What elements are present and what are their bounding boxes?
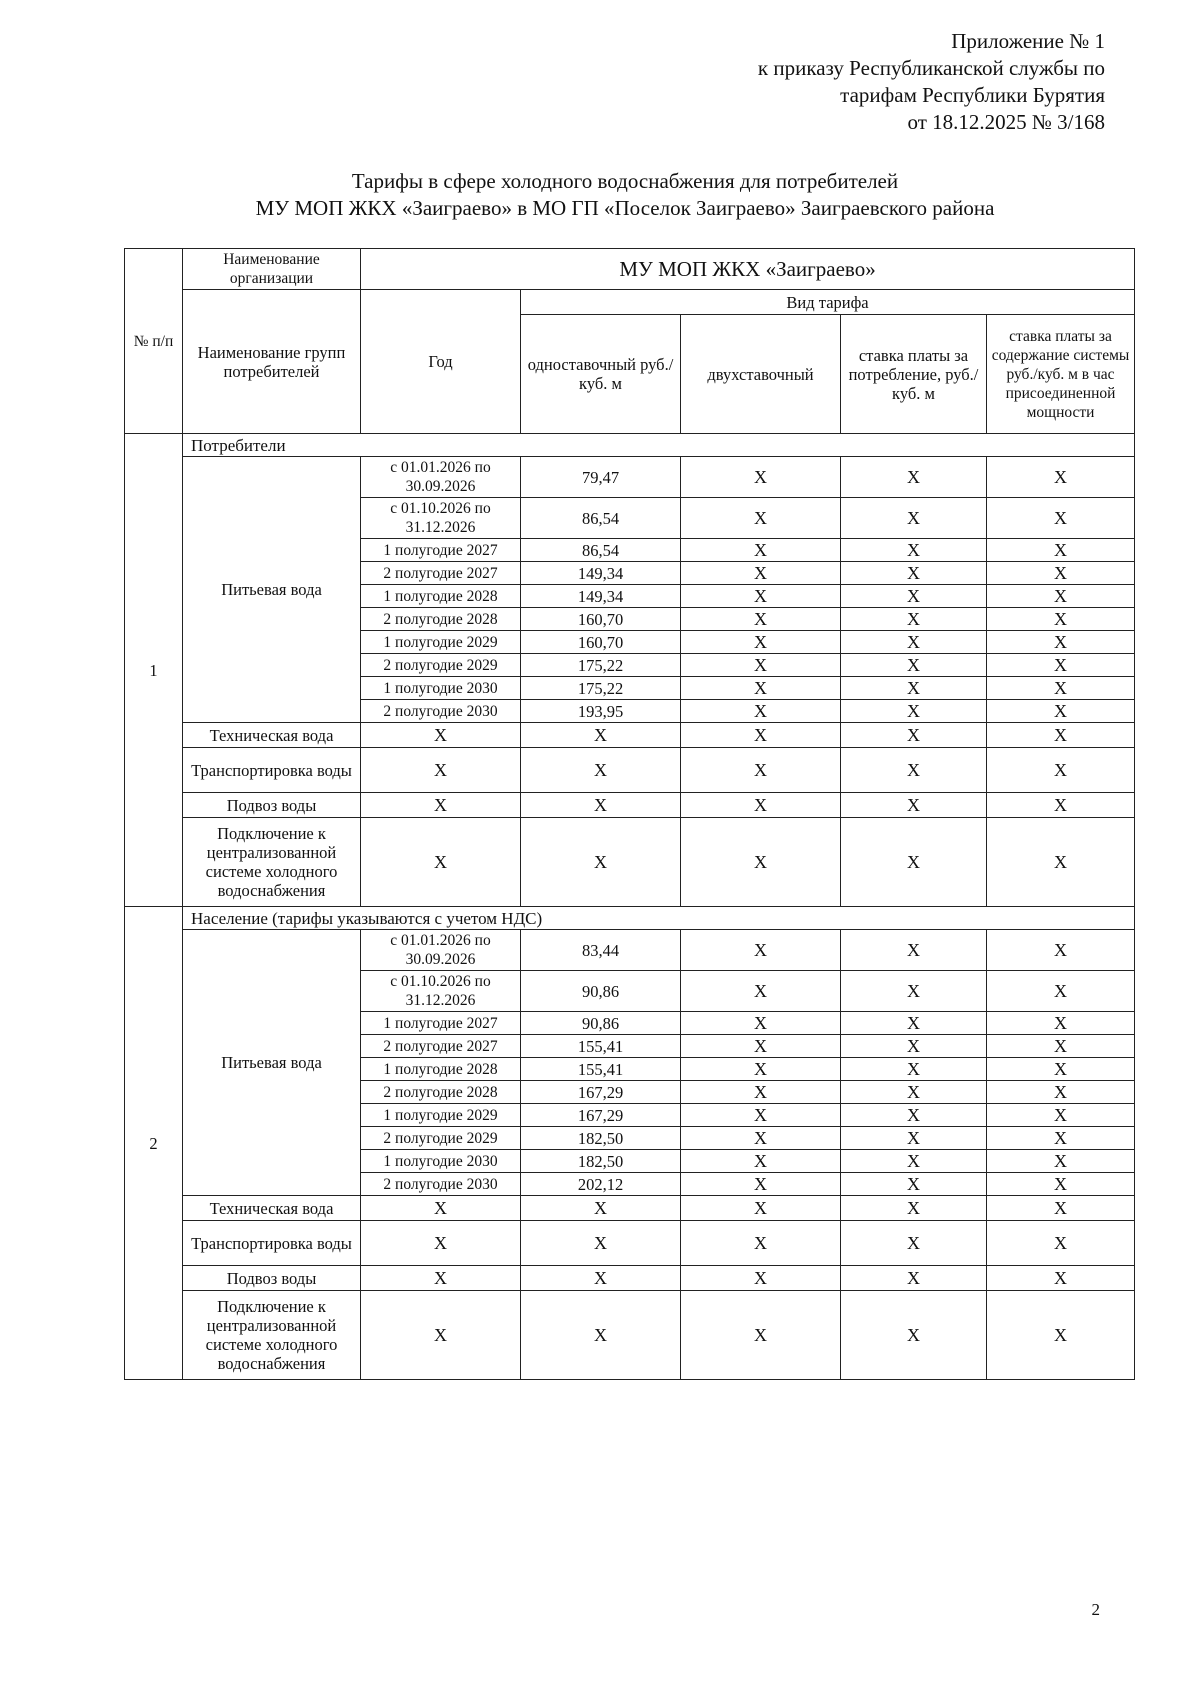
double-rate-cell: X	[681, 971, 841, 1012]
double-rate-cell: X	[681, 1196, 841, 1221]
double-rate-cell: X	[681, 818, 841, 907]
group-drinking-water: Питьевая вода	[183, 930, 361, 1196]
single-rate-cell: X	[521, 818, 681, 907]
double-rate-cell: X	[681, 1081, 841, 1104]
consumption-rate-cell: X	[841, 930, 987, 971]
consumption-rate-cell: X	[841, 723, 987, 748]
capacity-rate-cell: X	[987, 1012, 1135, 1035]
consumption-rate-cell: X	[841, 562, 987, 585]
single-rate-cell: 202,12	[521, 1173, 681, 1196]
capacity-rate-cell: X	[987, 723, 1135, 748]
single-rate-cell: 90,86	[521, 971, 681, 1012]
single-rate-cell: 155,41	[521, 1035, 681, 1058]
title-line-2: МУ МОП ЖКХ «Заиграево» в МО ГП «Поселок Заиграево» Заиграевского района	[255, 196, 995, 220]
capacity-rate-cell: X	[987, 1173, 1135, 1196]
single-rate-cell: X	[521, 748, 681, 793]
section-header-row	[125, 434, 1135, 457]
consumption-rate-cell: X	[841, 1081, 987, 1104]
period-cell: с 01.10.2026 по 31.12.2026	[361, 498, 521, 539]
single-rate-cell: 160,70	[521, 608, 681, 631]
table-row	[125, 1266, 1135, 1291]
capacity-rate-cell: X	[987, 1081, 1135, 1104]
title-line-1: Тарифы в сфере холодного водоснабжения для потребителей	[351, 169, 899, 193]
table-row	[125, 748, 1135, 793]
single-rate-cell: 149,34	[521, 562, 681, 585]
double-rate-cell: X	[681, 1291, 841, 1380]
header-org-label: Наименование организации	[183, 249, 361, 290]
capacity-rate-cell: X	[987, 1266, 1135, 1291]
double-rate-cell: X	[681, 723, 841, 748]
single-rate-cell: 175,22	[521, 677, 681, 700]
double-rate-cell: X	[681, 457, 841, 498]
consumption-rate-cell: X	[841, 1173, 987, 1196]
single-rate-cell: X	[521, 1266, 681, 1291]
period-cell: X	[361, 1196, 521, 1221]
group-water-transport: Транспортировка воды	[183, 1221, 361, 1266]
capacity-rate-cell: X	[987, 1035, 1135, 1058]
single-rate-cell: 193,95	[521, 700, 681, 723]
double-rate-cell: X	[681, 1221, 841, 1266]
group-technical-water: Техническая вода	[183, 723, 361, 748]
capacity-rate-cell: X	[987, 1127, 1135, 1150]
table-row	[125, 1196, 1135, 1221]
capacity-rate-cell: X	[987, 748, 1135, 793]
period-cell: 1 полугодие 2030	[361, 677, 521, 700]
section-number: 1	[125, 434, 183, 907]
appendix-line-4: от 18.12.2025 № 3/168	[907, 110, 1105, 134]
double-rate-cell: X	[681, 1266, 841, 1291]
single-rate-cell: 160,70	[521, 631, 681, 654]
period-cell: 2 полугодие 2030	[361, 700, 521, 723]
appendix-line-3: тарифам Республики Бурятия	[840, 83, 1105, 107]
double-rate-cell: X	[681, 748, 841, 793]
period-cell: с 01.01.2026 по 30.09.2026	[361, 457, 521, 498]
header-col-single: одноставочный руб./ куб. м	[521, 315, 681, 434]
capacity-rate-cell: X	[987, 1104, 1135, 1127]
period-cell: 2 полугодие 2029	[361, 654, 521, 677]
double-rate-cell: X	[681, 1012, 841, 1035]
double-rate-cell: X	[681, 1035, 841, 1058]
table-row	[125, 1221, 1135, 1266]
capacity-rate-cell: X	[987, 1221, 1135, 1266]
period-cell: с 01.10.2026 по 31.12.2026	[361, 971, 521, 1012]
consumption-rate-cell: X	[841, 539, 987, 562]
single-rate-cell: 182,50	[521, 1150, 681, 1173]
consumption-rate-cell: X	[841, 1035, 987, 1058]
consumption-rate-cell: X	[841, 1196, 987, 1221]
header-groups-label: Наименование групп потребителей	[183, 290, 361, 434]
consumption-rate-cell: X	[841, 1104, 987, 1127]
consumption-rate-cell: X	[841, 793, 987, 818]
capacity-rate-cell: X	[987, 971, 1135, 1012]
appendix-line-1: Приложение № 1	[951, 29, 1105, 53]
single-rate-cell: X	[521, 1196, 681, 1221]
consumption-rate-cell: X	[841, 1058, 987, 1081]
consumption-rate-cell: X	[841, 654, 987, 677]
capacity-rate-cell: X	[987, 457, 1135, 498]
consumption-rate-cell: X	[841, 1266, 987, 1291]
period-cell: X	[361, 793, 521, 818]
period-cell: X	[361, 748, 521, 793]
single-rate-cell: 79,47	[521, 457, 681, 498]
double-rate-cell: X	[681, 631, 841, 654]
section-number: 2	[125, 907, 183, 1380]
capacity-rate-cell: X	[987, 1150, 1135, 1173]
consumption-rate-cell: X	[841, 631, 987, 654]
double-rate-cell: X	[681, 498, 841, 539]
consumption-rate-cell: X	[841, 457, 987, 498]
double-rate-cell: X	[681, 654, 841, 677]
double-rate-cell: X	[681, 1058, 841, 1081]
double-rate-cell: X	[681, 562, 841, 585]
single-rate-cell: X	[521, 1221, 681, 1266]
table-row	[125, 457, 1135, 498]
single-rate-cell: 182,50	[521, 1127, 681, 1150]
period-cell: X	[361, 1266, 521, 1291]
single-rate-cell: 86,54	[521, 498, 681, 539]
capacity-rate-cell: X	[987, 700, 1135, 723]
period-cell: X	[361, 723, 521, 748]
appendix-line-2: к приказу Республиканской службы по	[757, 56, 1105, 80]
capacity-rate-cell: X	[987, 562, 1135, 585]
period-cell: X	[361, 1291, 521, 1380]
capacity-rate-cell: X	[987, 539, 1135, 562]
appendix-block	[758, 28, 1105, 136]
capacity-rate-cell: X	[987, 608, 1135, 631]
group-water-delivery: Подвоз воды	[183, 793, 361, 818]
double-rate-cell: X	[681, 585, 841, 608]
single-rate-cell: 149,34	[521, 585, 681, 608]
period-cell: 1 полугодие 2029	[361, 1104, 521, 1127]
period-cell: 1 полугодие 2027	[361, 1012, 521, 1035]
single-rate-cell: 167,29	[521, 1081, 681, 1104]
double-rate-cell: X	[681, 1150, 841, 1173]
consumption-rate-cell: X	[841, 1150, 987, 1173]
table-row	[125, 818, 1135, 907]
double-rate-cell: X	[681, 1104, 841, 1127]
group-connection: Подключение к централизованной системе холодного водоснабжения	[183, 818, 361, 907]
consumption-rate-cell: X	[841, 677, 987, 700]
table-row	[125, 793, 1135, 818]
single-rate-cell: X	[521, 723, 681, 748]
single-rate-cell: 167,29	[521, 1104, 681, 1127]
double-rate-cell: X	[681, 1127, 841, 1150]
single-rate-cell: X	[521, 793, 681, 818]
capacity-rate-cell: X	[987, 585, 1135, 608]
single-rate-cell: 155,41	[521, 1058, 681, 1081]
capacity-rate-cell: X	[987, 631, 1135, 654]
group-drinking-water: Питьевая вода	[183, 457, 361, 723]
double-rate-cell: X	[681, 677, 841, 700]
group-connection: Подключение к централизованной системе холодного водоснабжения	[183, 1291, 361, 1380]
single-rate-cell: 86,54	[521, 539, 681, 562]
period-cell: 2 полугодие 2027	[361, 562, 521, 585]
single-rate-cell: 90,86	[521, 1012, 681, 1035]
header-year-label: Год	[361, 290, 521, 434]
period-cell: 2 полугодие 2029	[361, 1127, 521, 1150]
capacity-rate-cell: X	[987, 818, 1135, 907]
consumption-rate-cell: X	[841, 1012, 987, 1035]
consumption-rate-cell: X	[841, 1221, 987, 1266]
period-cell: 1 полугодие 2030	[361, 1150, 521, 1173]
period-cell: 1 полугодие 2029	[361, 631, 521, 654]
single-rate-cell: 83,44	[521, 930, 681, 971]
period-cell: 2 полугодие 2028	[361, 1081, 521, 1104]
consumption-rate-cell: X	[841, 498, 987, 539]
period-cell: 1 полугодие 2027	[361, 539, 521, 562]
section-label: Население (тарифы указываются с учетом НДС)	[183, 907, 1135, 930]
table-row	[125, 930, 1135, 971]
capacity-rate-cell: X	[987, 498, 1135, 539]
header-num: № п/п	[125, 249, 183, 434]
consumption-rate-cell: X	[841, 748, 987, 793]
header-col-consumption: ставка платы за потребление, руб./ куб. м	[841, 315, 987, 434]
page-number: 2	[1091, 1600, 1100, 1619]
period-cell: X	[361, 1221, 521, 1266]
consumption-rate-cell: X	[841, 608, 987, 631]
double-rate-cell: X	[681, 608, 841, 631]
double-rate-cell: X	[681, 539, 841, 562]
consumption-rate-cell: X	[841, 971, 987, 1012]
header-tariff-type: Вид тарифа	[521, 290, 1135, 315]
group-technical-water: Техническая вода	[183, 1196, 361, 1221]
header-col-double: двухставочный	[681, 315, 841, 434]
single-rate-cell: X	[521, 1291, 681, 1380]
consumption-rate-cell: X	[841, 700, 987, 723]
capacity-rate-cell: X	[987, 1058, 1135, 1081]
period-cell: 2 полугодие 2030	[361, 1173, 521, 1196]
consumption-rate-cell: X	[841, 1127, 987, 1150]
capacity-rate-cell: X	[987, 930, 1135, 971]
period-cell: 1 полугодие 2028	[361, 1058, 521, 1081]
period-cell: X	[361, 818, 521, 907]
period-cell: с 01.01.2026 по 30.09.2026	[361, 930, 521, 971]
header-org-name: МУ МОП ЖКХ «Заиграево»	[361, 249, 1135, 290]
capacity-rate-cell: X	[987, 654, 1135, 677]
period-cell: 2 полугодие 2028	[361, 608, 521, 631]
consumption-rate-cell: X	[841, 818, 987, 907]
table-row	[125, 1291, 1135, 1380]
capacity-rate-cell: X	[987, 677, 1135, 700]
double-rate-cell: X	[681, 700, 841, 723]
double-rate-cell: X	[681, 793, 841, 818]
group-water-transport: Транспортировка воды	[183, 748, 361, 793]
document-title	[190, 168, 1060, 222]
double-rate-cell: X	[681, 1173, 841, 1196]
header-col-capacity: ставка платы за содержание системы руб./куб. м в час присоединенной мощности	[987, 315, 1135, 434]
double-rate-cell: X	[681, 930, 841, 971]
capacity-rate-cell: X	[987, 793, 1135, 818]
consumption-rate-cell: X	[841, 1291, 987, 1380]
period-cell: 1 полугодие 2028	[361, 585, 521, 608]
group-water-delivery: Подвоз воды	[183, 1266, 361, 1291]
period-cell: 2 полугодие 2027	[361, 1035, 521, 1058]
single-rate-cell: 175,22	[521, 654, 681, 677]
capacity-rate-cell: X	[987, 1291, 1135, 1380]
table-row	[125, 723, 1135, 748]
tariff-table	[124, 248, 1135, 1380]
capacity-rate-cell: X	[987, 1196, 1135, 1221]
section-header-row	[125, 907, 1135, 930]
section-label: Потребители	[183, 434, 1135, 457]
consumption-rate-cell: X	[841, 585, 987, 608]
